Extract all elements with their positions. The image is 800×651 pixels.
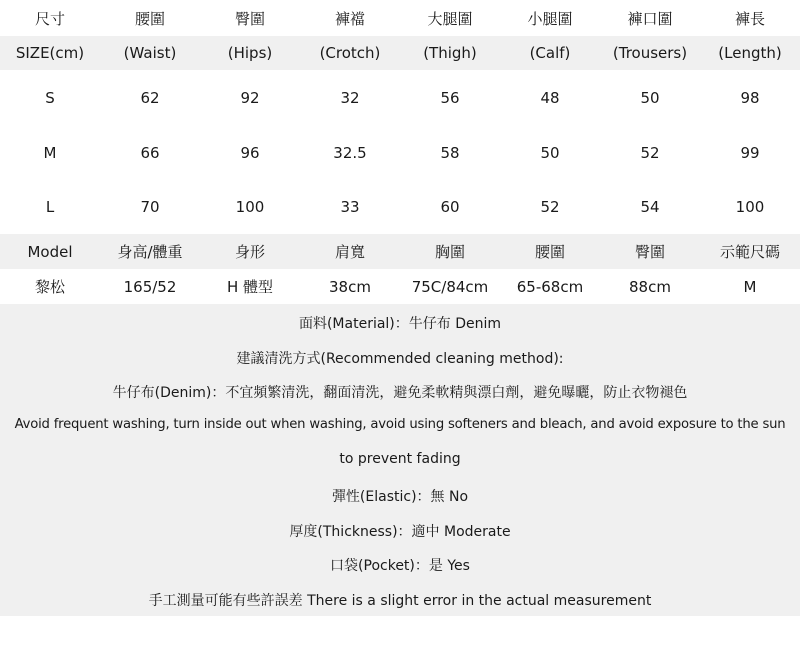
model-header-cell: 臀圍 — [634, 243, 665, 261]
measurement-cell: 70 — [140, 198, 160, 216]
measurement-cell: 98 — [740, 88, 760, 107]
measurement-cell: 54 — [640, 198, 660, 216]
header-en-cell: (Calf) — [529, 44, 571, 62]
cleaning-instructions-en: Avoid frequent washing, turn inside out when washing, avoid using softeners and bleach, and avoid exposure to the sun — [14, 417, 786, 432]
model-header-cell: Model — [27, 242, 73, 261]
header-zh-cell: 小腿圍 — [527, 9, 573, 28]
model-header-row — [0, 234, 800, 269]
cleaning-instructions-en-cont: to prevent fading — [339, 451, 461, 467]
model-header-cell: 身形 — [234, 243, 265, 261]
header-en-cell: SIZE(cm) — [15, 44, 85, 62]
measurement-cell: 99 — [740, 143, 760, 162]
measurement-cell: 33 — [340, 198, 360, 216]
pocket-note: 口袋(Pocket)：是 Yes — [330, 558, 470, 574]
measurement-cell: 52 — [640, 143, 660, 162]
model-data-cell: M — [743, 277, 757, 296]
measurement-cell: 52 — [540, 198, 560, 216]
size-row-s — [0, 70, 800, 125]
material-note: 面料(Material)：牛仔布 Denim — [298, 316, 502, 332]
size-row-m — [0, 125, 800, 180]
measurement-cell: 58 — [440, 143, 460, 162]
model-data-row — [0, 269, 800, 304]
measurement-cell: 50 — [540, 143, 560, 162]
header-zh-cell: 尺寸 — [34, 9, 65, 28]
elastic-note: 彈性(Elastic)：無 No — [331, 489, 469, 505]
size-row-l — [0, 180, 800, 234]
cleaning-title: 建議清洗方式(Recommended cleaning method): — [236, 351, 564, 367]
size-label-cell: M — [43, 143, 57, 162]
measurement-cell: 56 — [440, 88, 460, 107]
measurement-cell: 48 — [540, 88, 560, 107]
measurement-cell: 32 — [340, 88, 360, 107]
model-data-cell: 75C/84cm — [411, 277, 489, 296]
size-label-cell: S — [45, 88, 55, 107]
model-data-cell: H 體型 — [226, 278, 274, 296]
header-zh-cell: 大腿圍 — [427, 9, 473, 28]
model-header-cell: 腰圍 — [534, 243, 565, 261]
header-en-cell: (Length) — [718, 44, 782, 62]
header-zh-cell: 腰圍 — [134, 9, 165, 28]
header-en-cell: (Crotch) — [319, 44, 381, 62]
model-data-cell: 65-68cm — [516, 277, 584, 296]
header-zh-cell: 褲襠 — [334, 9, 365, 28]
model-header-cell: 肩寬 — [334, 243, 365, 261]
header-zh-cell: 褲長 — [734, 9, 765, 28]
model-header-cell: 身高/體重 — [117, 243, 183, 261]
measurement-cell: 32.5 — [333, 143, 367, 162]
measurement-cell: 92 — [240, 88, 260, 107]
header-zh-cell: 臀圍 — [234, 9, 265, 28]
header-en-cell: (Waist) — [123, 44, 177, 62]
measurement-error-note: 手工測量可能有些許誤差 There is a slight error in the actual measurement — [148, 593, 652, 609]
measurement-cell: 96 — [240, 143, 260, 162]
product-notes-panel — [0, 304, 800, 616]
size-header-zh-row — [0, 0, 800, 36]
measurement-cell: 100 — [735, 198, 765, 216]
model-header-cell: 示範尺碼 — [719, 243, 780, 261]
model-data-cell: 88cm — [629, 277, 671, 296]
header-zh-cell: 褲口圍 — [627, 9, 673, 28]
header-en-cell: (Thigh) — [423, 44, 477, 62]
measurement-cell: 50 — [640, 88, 660, 107]
cleaning-instructions-zh: 牛仔布(Denim)：不宜頻繁清洗，翻面清洗，避免柔軟精與漂白劑，避免曝曬，防止衣物褪色 — [112, 385, 688, 401]
model-data-cell: 黎松 — [34, 278, 65, 296]
measurement-cell: 62 — [140, 88, 160, 107]
thickness-note: 厚度(Thickness)：適中 Moderate — [289, 524, 511, 540]
size-label-cell: L — [45, 198, 55, 216]
model-data-cell: 38cm — [329, 277, 371, 296]
measurement-cell: 100 — [235, 198, 265, 216]
model-data-cell: 165/52 — [123, 277, 177, 296]
measurement-cell: 60 — [440, 198, 460, 216]
measurement-cell: 66 — [140, 143, 160, 162]
header-en-cell: (Hips) — [227, 44, 273, 62]
model-header-cell: 胸圍 — [434, 243, 465, 261]
size-header-en-row — [0, 36, 800, 70]
header-en-cell: (Trousers) — [612, 44, 688, 62]
